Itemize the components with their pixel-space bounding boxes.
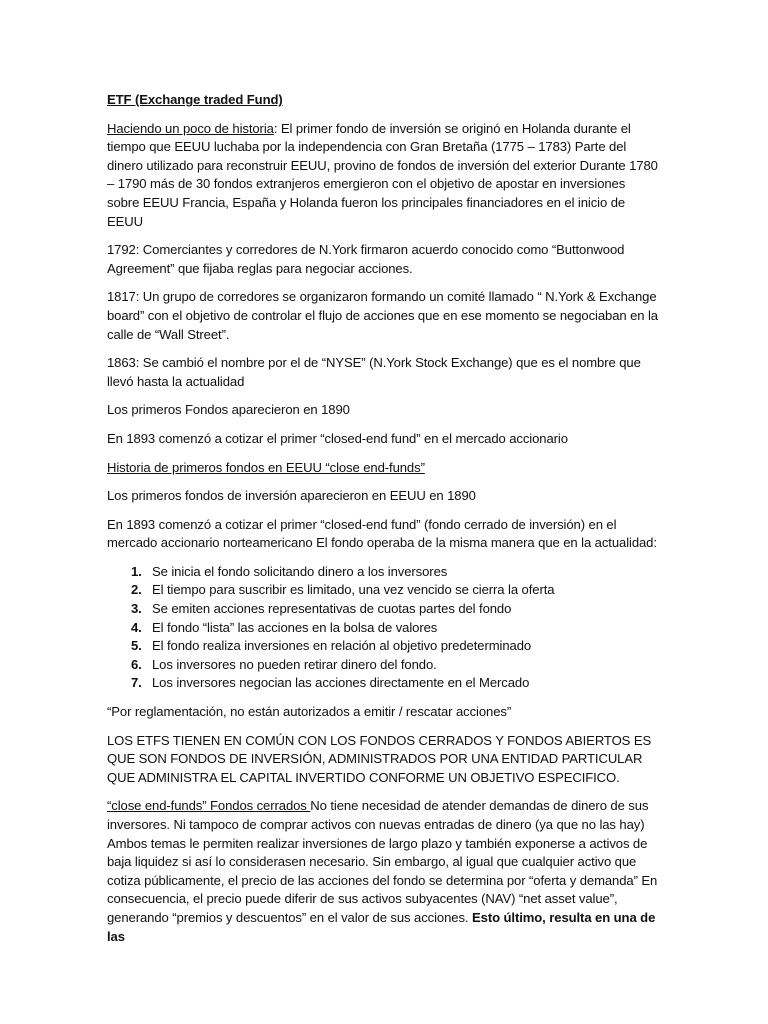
list-item-text: Se inicia el fondo solicitando dinero a los inversores xyxy=(152,563,448,579)
list-item-number: 7. xyxy=(131,675,142,691)
intro-text: : El primer fondo de inversión se originó en Holanda durante el tiempo que EEUU luchaba por la independencia con Gran Bretaña (1775 – 1783) Parte del dinero utilizado para reconstruir EEUU, provino de fondos de inversión del exterior Durante 1780 – 1790 más de 30 fondos extranjeros emergieron con el objetivo de apostar en inversiones sobre EEUU Francia, España y Holanda fueron los principales financiadores en el inicio de EEUU xyxy=(107,120,658,229)
history-heading: Historia de primeros fondos en EEUU “close end-funds” xyxy=(107,459,425,475)
closed-funds-paragraph xyxy=(107,797,659,946)
list-item xyxy=(131,656,659,675)
list-item-text: El fondo “lista” las acciones en la bolsa de valores xyxy=(152,619,438,635)
intro-paragraph xyxy=(107,120,659,232)
list-item xyxy=(131,581,659,600)
list-item xyxy=(131,619,659,638)
list-item xyxy=(131,563,659,582)
list-item xyxy=(131,600,659,619)
list-item xyxy=(131,674,659,693)
list-item xyxy=(131,637,659,656)
list-item-number: 4. xyxy=(131,619,142,635)
etf-caps-paragraph: LOS ETFS TIENEN EN COMÚN CON LOS FONDOS CERRADOS Y FONDOS ABIERTOS ES QUE SON FONDOS DE INVERSIÓN, ADMINISTRADOS POR UNA ENTIDAD PARTICULAR QUE ADMINISTRA EL CAPITAL INVERTIDO CONFORME UN OBJETIVO ESPECIFICO. xyxy=(107,732,652,785)
list-item-text: El fondo realiza inversiones en relación al objetivo predeterminado xyxy=(152,638,532,654)
list-item-text: El tiempo para suscribir es limitado, una vez vencido se cierra la oferta xyxy=(152,582,555,598)
closed-funds-bold-tail: Esto último, resulta en una de las xyxy=(107,909,656,944)
list-item-number: 2. xyxy=(131,582,142,598)
steps-list xyxy=(107,563,659,693)
paragraph-first-funds-eeuu: Los primeros fondos de inversión aparecieron en EEUU en 1890 xyxy=(107,488,476,504)
list-item-text: Se emiten acciones representativas de cuotas partes del fondo xyxy=(152,601,512,617)
list-item-number: 6. xyxy=(131,656,142,672)
regulation-quote: “Por reglamentación, no están autorizados a emitir / rescatar acciones” xyxy=(107,704,512,720)
paragraph-1893: En 1893 comenzó a cotizar el primer “closed-end fund” en el mercado accionario xyxy=(107,430,568,446)
list-item-text: Los inversores negocian las acciones directamente en el Mercado xyxy=(152,675,530,691)
paragraph-1893-detail: En 1893 comenzó a cotizar el primer “closed-end fund” (fondo cerrado de inversión) en el mercado accionario norteamericano El fondo operaba de la misma manera que en la actualidad: xyxy=(107,516,657,551)
list-item-number: 3. xyxy=(131,601,142,617)
intro-heading: Haciendo un poco de historia xyxy=(107,120,274,136)
closed-funds-text: No tiene necesidad de atender demandas de dinero de sus inversores. Ni tampoco de comprar activos con nuevas entradas de dinero (ya que no las hay) Ambos temas le permiten realizar inversiones de largo plazo y también exponerse a activos de baja liquidez si así lo considerasen necesario. Sin embargo, al igual que cualquier activo que cotiza públicamente, el precio de las acciones del fondo se determina por “oferta y demanda” En consecuencia, el precio puede diferir de sus activos subyacentes (NAV) “net asset value”, generando “premios y descuentos” en el valor de sus acciones. xyxy=(107,798,658,925)
paragraph-first-funds: Los primeros Fondos aparecieron en 1890 xyxy=(107,402,350,418)
paragraph-1863: 1863: Se cambió el nombre por el de “NYSE” (N.York Stock Exchange) que es el nombre que llevó hasta la actualidad xyxy=(107,355,641,389)
document-title: ETF (Exchange traded Fund) xyxy=(107,92,283,107)
closed-funds-heading: “close end-funds” Fondos cerrados xyxy=(107,798,311,814)
list-item-text: Los inversores no pueden retirar dinero del fondo. xyxy=(152,656,437,672)
paragraph-1792: 1792: Comerciantes y corredores de N.York firmaron acuerdo conocido como “Buttonwood Agreement” que fijaba reglas para negociar acciones. xyxy=(107,242,625,276)
list-item-number: 1. xyxy=(131,563,142,579)
document-body xyxy=(107,91,659,956)
paragraph-1817: 1817: Un grupo de corredores se organizaron formando un comité llamado “ N.York & Exchange board” con el objetivo de controlar el flujo de acciones que en ese momento se negociaban en la calle de “Wall Street”. xyxy=(107,289,658,342)
list-item-number: 5. xyxy=(131,638,142,654)
